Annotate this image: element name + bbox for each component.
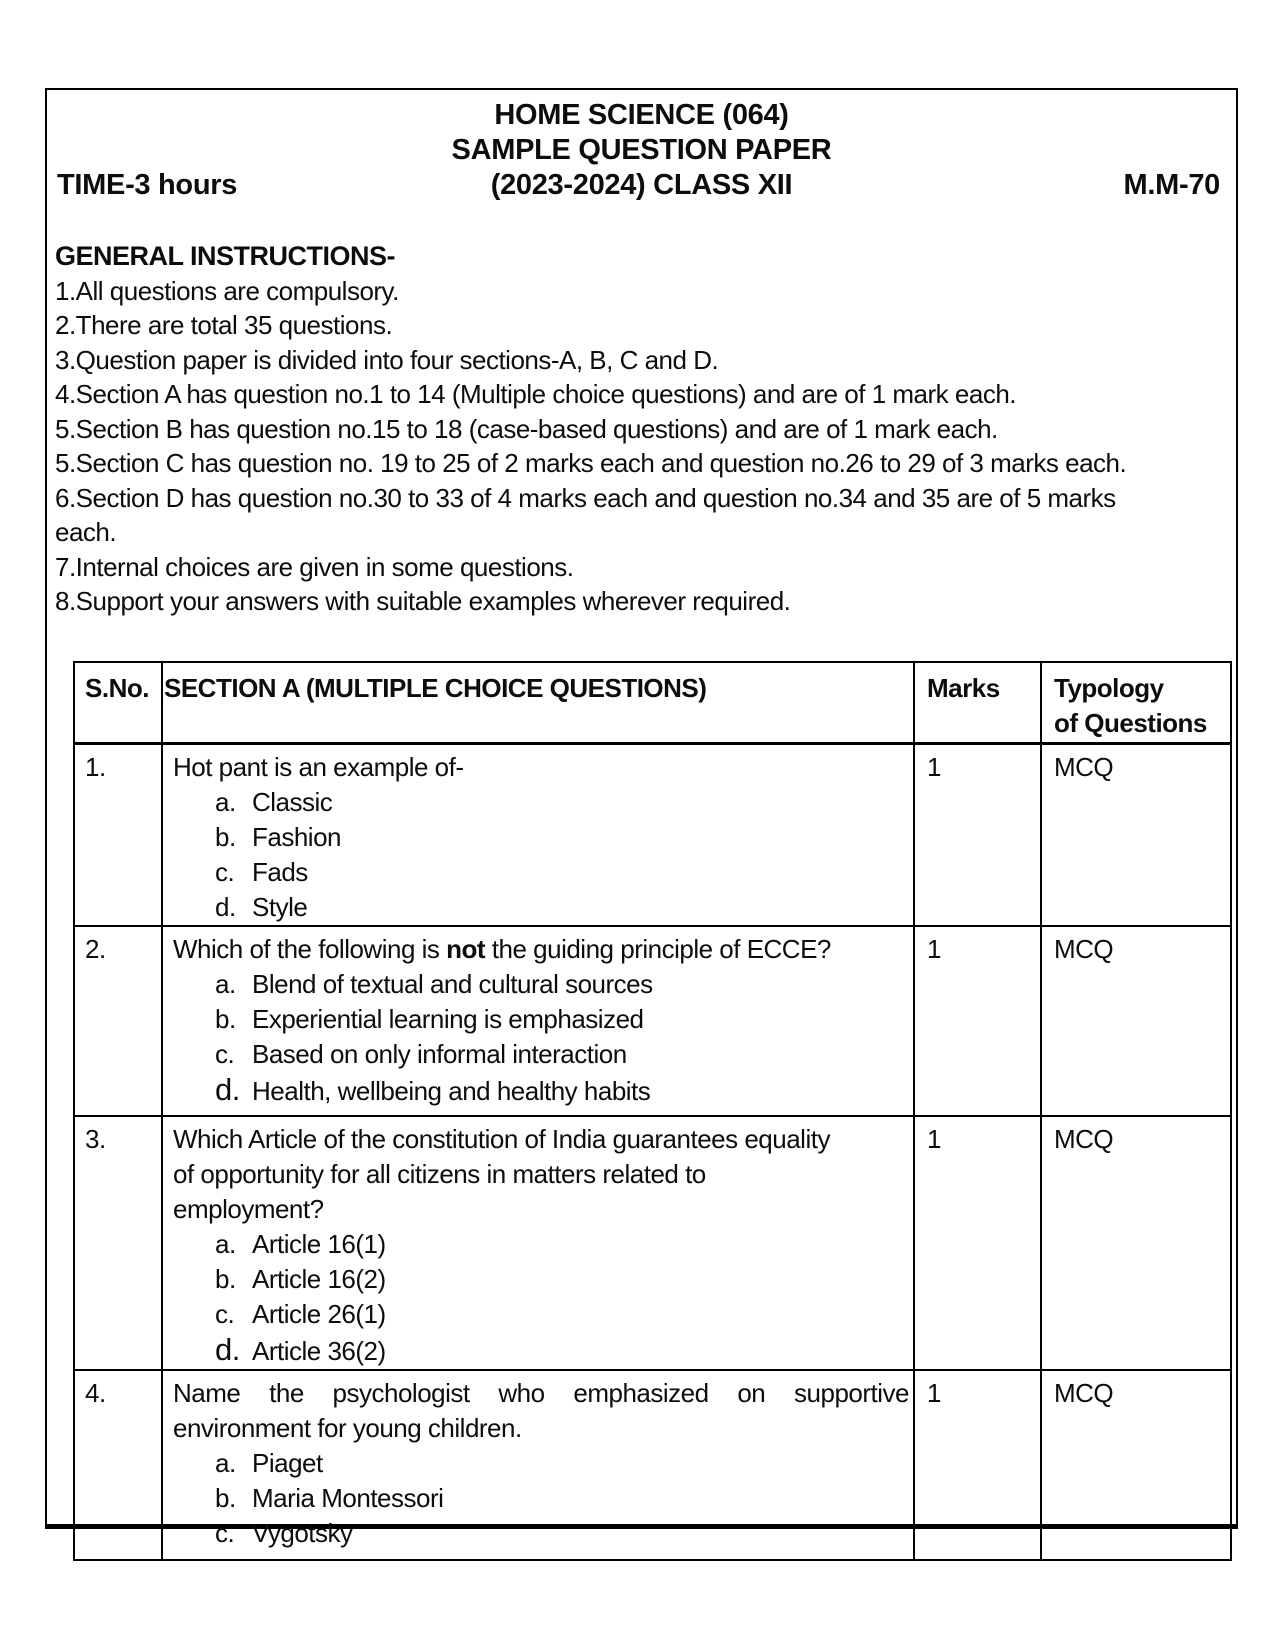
option-d [215,1072,909,1109]
option-letter: c. [215,1517,235,1548]
option-text: Style [252,891,308,922]
option-d [215,890,909,925]
question-row-4 [74,1370,1231,1560]
option-text: Fads [252,856,308,887]
typology-cell: MCQ [1041,743,1231,926]
question-row-3 [74,1116,1231,1370]
document-header [47,98,1236,203]
option-letter: b. [215,821,236,852]
option-text: Based on only informal interaction [252,1038,627,1069]
header-marks: Marks [914,662,1041,744]
header-typology-line1: Typology [1054,672,1164,703]
option-letter: a. [215,1228,236,1259]
option-text: Blend of textual and cultural sources [252,968,653,999]
instruction-line: each. [55,517,117,547]
header-typology-line2: of Questions [1054,707,1207,738]
option-a [215,967,909,1002]
table-header-row [74,662,1231,744]
instruction-line: 7.Internal choices are given in some questions. [55,551,574,582]
option-text: Fashion [252,821,341,852]
question-cell [162,1116,914,1370]
instruction-line: 2.There are total 35 questions. [55,310,393,340]
question-table [73,661,1232,1561]
question-text: Which of the following is not the guiding principle of ECCE? [173,933,831,964]
option-d [215,1332,909,1369]
option-text: Piaget [252,1447,323,1478]
marks-cell: 1 [914,743,1041,926]
session-class-label: (2023-2024) CLASS XII [490,169,793,201]
sno-cell: 4. [74,1370,162,1560]
header-section-a: SECTION A (MULTIPLE CHOICE QUESTIONS) [162,662,914,744]
marks-cell: 1 [914,1116,1041,1370]
option-c [215,855,909,890]
option-letter: a. [215,968,236,999]
header-typology [1041,662,1231,744]
question-text: Name the psychologist who emphasized on supportive [173,1377,909,1408]
option-c [215,1037,909,1072]
typology-cell: MCQ [1041,1116,1231,1370]
option-text: Experiential learning is emphasized [252,1003,644,1034]
instruction-line: 5.Section B has question no.15 to 18 (case-based questions) and are of 1 mark each. [55,413,998,444]
question-text: of opportunity for all citizens in matters related to [173,1158,706,1189]
typology-cell: MCQ [1041,926,1231,1116]
question-cell [162,1370,914,1560]
option-text: Article 16(2) [252,1263,386,1294]
option-letter: a. [215,1447,236,1478]
instruction-line: 8.Support your answers with suitable examples wherever required. [55,586,791,616]
option-text: Health, wellbeing and healthy habits [252,1075,651,1106]
option-text: Classic [252,786,333,817]
question-text: Which Article of the constitution of India guarantees equality [173,1123,830,1154]
typology-cell: MCQ [1041,1370,1231,1560]
option-b [215,820,909,855]
option-letter: c. [215,856,235,887]
max-marks-label: M.M-70 [1123,169,1220,201]
instruction-line: 3.Question paper is divided into four sections-A, B, C and D. [55,344,719,375]
question-cell [162,743,914,926]
option-letter: d. [215,1071,240,1107]
general-instructions [55,239,1222,619]
time-label: TIME-3 hours [57,169,238,201]
option-text: Vygotsky [252,1517,353,1548]
option-letter: b. [215,1482,236,1513]
option-b [215,1481,909,1516]
option-a [215,785,909,820]
option-letter: b. [215,1003,236,1034]
question-row-1 [74,743,1231,926]
instruction-line: 1.All questions are compulsory. [55,275,399,306]
sno-cell: 3. [74,1116,162,1370]
instructions-heading: GENERAL INSTRUCTIONS- [55,241,396,271]
page-subtitle: SAMPLE QUESTION PAPER [451,134,832,166]
instruction-line: 6.Section D has question no.30 to 33 of 4 marks each and question no.34 and 35 are of 5 marks [55,482,1116,513]
option-c [215,1297,909,1332]
option-a [215,1446,909,1481]
option-b [215,1262,909,1297]
question-cell [162,926,914,1116]
option-c [215,1516,909,1551]
option-a [215,1227,909,1262]
option-text: Article 16(1) [252,1228,386,1259]
question-text: environment for young children. [173,1412,522,1443]
option-text: Article 26(1) [252,1298,386,1329]
option-letter: d. [215,891,236,922]
option-letter: c. [215,1038,235,1069]
option-letter: c. [215,1298,235,1329]
header-sno: S.No. [74,662,162,744]
question-text: Hot pant is an example of- [173,751,464,782]
question-row-2 [74,926,1231,1116]
option-text: Article 36(2) [252,1335,386,1366]
page-title: HOME SCIENCE (064) [494,99,789,131]
instruction-line: 4.Section A has question no.1 to 14 (Multiple choice questions) and are of 1 mark each. [55,379,1017,409]
question-text: employment? [173,1193,324,1224]
sno-cell: 1. [74,743,162,926]
header-meta-line [47,168,1236,203]
marks-cell: 1 [914,1370,1041,1560]
option-letter: a. [215,786,236,817]
option-letter: d. [215,1331,240,1367]
bold-word: not [446,933,486,964]
option-text: Maria Montessori [252,1482,444,1513]
option-b [215,1002,909,1037]
marks-cell: 1 [914,926,1041,1116]
instruction-line: 5.Section C has question no. 19 to 25 of 2 marks each and question no.26 to 29 of 3 marks each. [55,448,1127,478]
sno-cell: 2. [74,926,162,1116]
option-letter: b. [215,1263,236,1294]
page-border [45,88,1238,1548]
